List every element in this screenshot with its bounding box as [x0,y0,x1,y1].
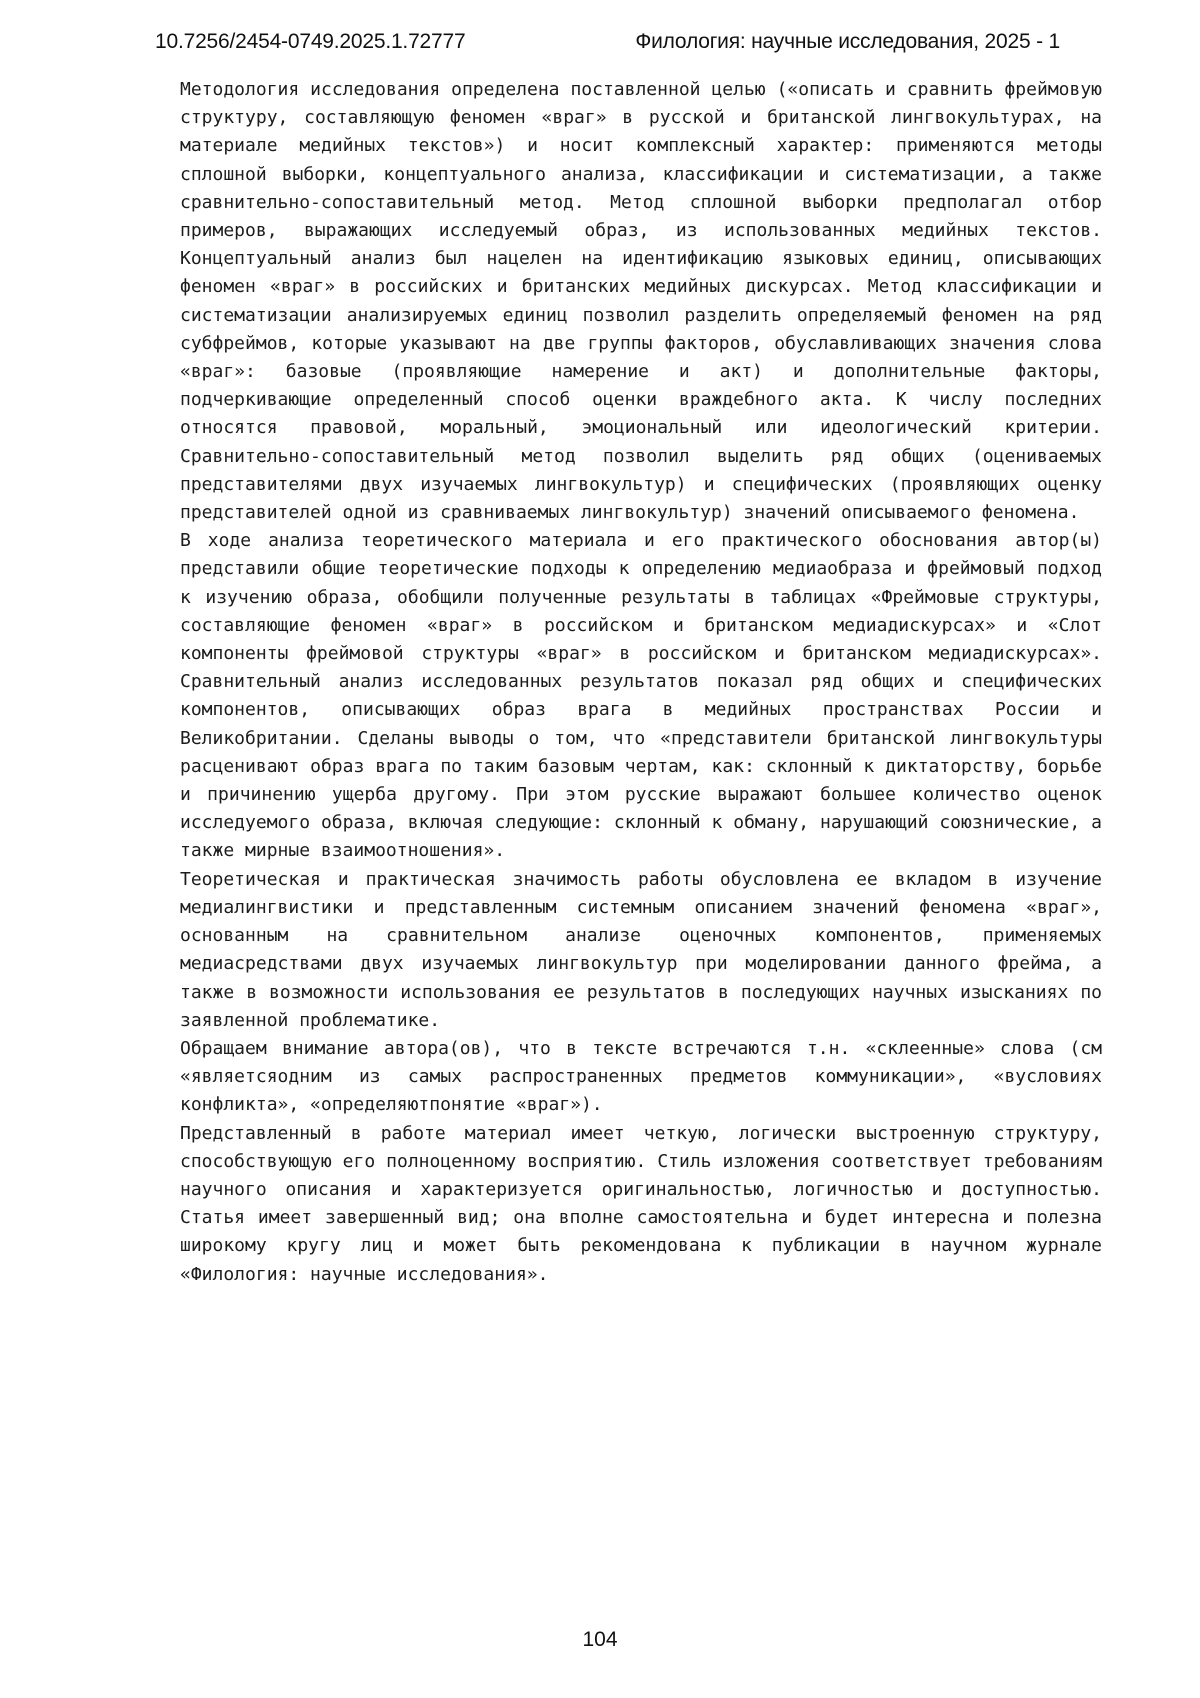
paragraph-analysis: В ходе анализа теоретического материала и его практического обоснования автор(ы) представили общие теоретические подходы к определению медиаобраза и фреймовый подход к изучению образа, обобщили полученные результаты в таблицах «Фреймовые структуры, составляющие феномен «враг» в российском и британском медиадискурсах» и «Слот компоненты фреймовой структуры «враг» в российском и британском медиадискурсах». Сравнительный анализ исследованных результатов показал ряд общих и специфических компонентов, описывающих образ врага в медийных пространствах России и Великобритании. Сделаны выводы о том, что «представители британской лингвокультуры расценивают образ врага по таким базовым чертам, как: склонный к диктаторству, борьбе и причинению ущерба другому. При этом русские выражают большее количество оценок исследуемого образа, включая следующие: склонный к обману, нарушающий союзнические, а также мирные взаимоотношения». [180,530,1102,862]
paragraph-remarks: Обращаем внимание автора(ов), что в тексте встречаются т.н. «склеенные» слова (см «являетсяодним из самых распространенных предметов коммуникации», «вусловиях конфликта», «определяютпонятие «враг»). [180,1037,1102,1116]
paragraph-methodology: Методология исследования определена поставленной целью («описать и сравнить фреймовую структуру, составляющую феномен «враг» в русской и британской лингвокультурах, на материале медийных текстов») и носит комплексный характер: применяются методы сплошной выборки, концептуального анализа, классификации и систематизации, а также сравнительно-сопоставительный метод. Метод сплошной выборки предполагал отбор примеров, выражающих исследуемый образ, из использованных медийных текстов. Концептуальный анализ был нацелен на идентификацию языковых единиц, описывающих феномен «враг» в российских и британских медийных дискурсах. Метод классификации и систематизации анализируемых единиц позволил разделить определяемый феномен на ряд субфреймов, которые указывают на две группы факторов, обуславливающих значения слова «враг»: базовые (проявляющие намерение и акт) и дополнительные факторы, подчеркивающие определенный способ оценки враждебного акта. К числу последних относятся правовой, моральный, эмоциональный или идеологический критерии. Сравнительно-сопоставительный метод позволил выделить ряд общих (оцениваемых представителями двух изучаемых лингвокультур) и специфических (проявляющих оценку представителей одной из сравниваемых лингвокультур) значений описываемого феномена. [180,79,1102,524]
page-number: 104 [582,1628,618,1651]
doi-label: 10.7256/2454-0749.2025.1.72777 [155,30,466,53]
page-header [155,30,1060,54]
paragraph-significance: Теоретическая и практическая значимость работы обусловлена ее вкладом в изучение медиалингвистики и представленным системным описанием значений феномена «враг», основанным на сравнительном анализе оценочных компонентов, применяемых медиасредствами двух изучаемых лингвокультур при моделировании данного фрейма, а также в возможности использования ее результатов в последующих научных изысканиях по заявленной проблематике. [180,868,1102,1031]
journal-title: Филология: научные исследования, 2025 - 1 [635,30,1060,53]
page-footer [0,1628,1200,1652]
paragraph-conclusion: Представленный в работе материал имеет четкую, логически выстроенную структуру, способствующую его полноценному восприятию. Стиль изложения соответствует требованиям научного описания и характеризуется оригинальностью, логичностью и доступностью. Статья имеет завершенный вид; она вполне самостоятельна и будет интересна и полезна широкому кругу лиц и может быть рекомендована к публикации в научном журнале «Филология: научные исследования». [180,1122,1102,1285]
review-text [180,76,1102,1289]
